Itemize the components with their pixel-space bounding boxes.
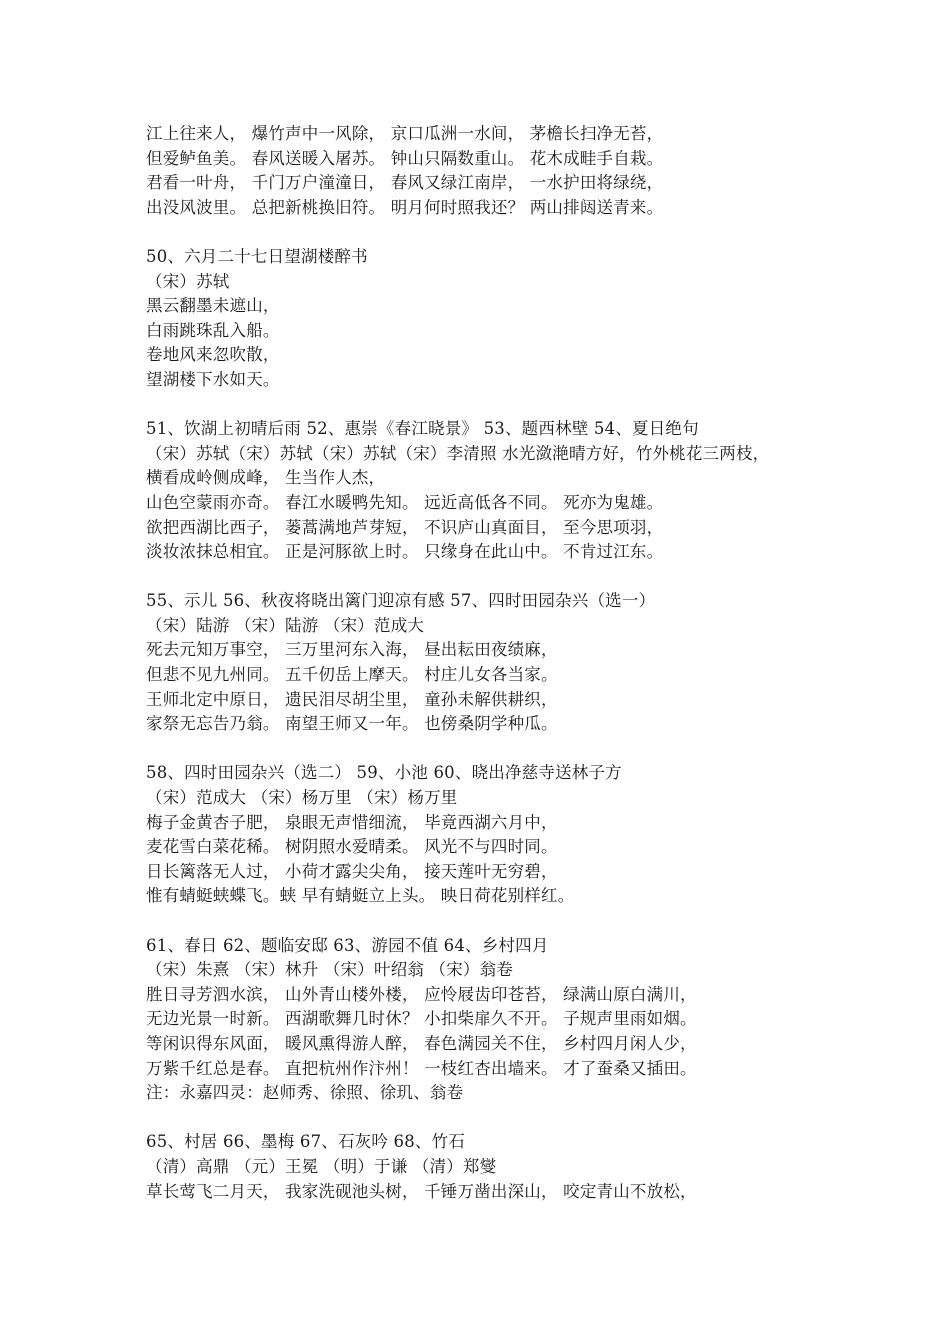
text-line: 横看成岭侧成峰， 生当作人杰，	[146, 468, 386, 488]
poem-block	[146, 761, 846, 909]
poem-block	[146, 1130, 846, 1204]
text-line: 惟有蜻蜓蛱蝶飞。蛱 早有蜻蜓立上头。 映日荷花别样红。	[146, 886, 575, 906]
text-line: 日长篱落无人过， 小荷才露尖尖角， 接天莲叶无穷碧，	[146, 861, 558, 881]
text-line: 白雨跳珠乱入船。	[146, 320, 280, 340]
paragraph-gap	[146, 1106, 846, 1131]
poem-title: 58、四时田园杂兴（选二） 59、小池 60、晓出净慈寺送林子方	[146, 763, 622, 783]
text-line: 但悲不见九州同。 五千仞岳上摩天。 村庄儿女各当家。	[146, 665, 558, 685]
text-line: 欲把西湖比西子， 蒌蒿满地芦芽短， 不识庐山真面目， 至今思项羽，	[146, 517, 664, 537]
text-line: 死去元知万事空， 三万里河东入海， 昼出耘田夜绩麻，	[146, 640, 558, 660]
text-line: 王师北定中原日， 遗民泪尽胡尘里， 童孙未解供耕织，	[146, 689, 558, 709]
text-line: 等闲识得东风面， 暖风熏得游人醉， 春色满园关不住， 乡村四月闲人少，	[146, 1033, 697, 1053]
poem-block	[146, 417, 846, 565]
text-line: 出没风波里。 总把新桃换旧符。 明月何时照我还？ 两山排闼送青来。	[146, 197, 664, 217]
poem-block	[146, 934, 846, 1106]
poem-title: 55、示儿 56、秋夜将晓出篱门迎凉有感 57、四时田园杂兴（选一）	[146, 591, 656, 611]
poem-text-body	[146, 122, 846, 1204]
poem-block	[146, 245, 846, 393]
poem-block	[146, 589, 846, 737]
text-line: 无边光景一时新。 西湖歌舞几时休？ 小扣柴扉久不开。 子规声里雨如烟。	[146, 1009, 697, 1029]
text-line: 卷地风来忽吹散，	[146, 345, 280, 365]
text-line: 黑云翻墨未遮山，	[146, 296, 280, 316]
poem-title: 61、春日 62、题临安邸 63、游园不值 64、乡村四月	[146, 935, 549, 955]
poem-author: （宋）朱熹 （宋）林升 （宋）叶绍翁 （宋）翁卷	[146, 960, 514, 980]
text-line: 望湖楼下水如天。	[146, 369, 280, 389]
poem-author: （宋）苏轼（宋）苏轼（宋）苏轼（宋）李清照 水光潋滟晴方好，竹外桃花三两枝，	[146, 443, 770, 463]
poem-author: （宋）陆游 （宋）陆游 （宋）范成大	[146, 615, 425, 635]
paragraph-gap	[146, 393, 846, 418]
poem-block	[146, 122, 846, 220]
text-line: 淡妆浓抹总相宜。 正是河豚欲上时。 只缘身在此山中。 不肯过江东。	[146, 542, 664, 562]
text-line: 江上往来人， 爆竹声中一风除， 京口瓜洲一水间， 茅檐长扫净无苔，	[146, 124, 664, 143]
text-line: 家祭无忘告乃翁。 南望王师又一年。 也傍桑阴学种瓜。	[146, 714, 558, 734]
poem-author: （清）高鼎 （元）王冕 （明）于谦 （清）郑燮	[146, 1156, 497, 1176]
text-line: 山色空蒙雨亦奇。 春江水暖鸭先知。 远近高低各不同。 死亦为鬼雄。	[146, 492, 664, 512]
text-line: 但爱鲈鱼美。 春风送暖入屠苏。 钟山只隔数重山。 花木成畦手自栽。	[146, 148, 664, 168]
paragraph-gap	[146, 220, 846, 245]
annotation-note: 注：永嘉四灵：赵师秀、徐照、徐玑、翁卷	[146, 1083, 464, 1103]
paragraph-gap	[146, 737, 846, 762]
paragraph-gap	[146, 565, 846, 590]
text-line: 万紫千红总是春。 直把杭州作汴州！ 一枝红杏出墙来。 才了蚕桑又插田。	[146, 1058, 697, 1078]
text-line: 麦花雪白菜花稀。 树阴照水爱晴柔。 风光不与四时同。	[146, 837, 558, 857]
poem-author: （宋）范成大 （宋）杨万里 （宋）杨万里	[146, 788, 458, 808]
poem-title: 50、六月二十七日望湖楼醉书	[146, 246, 368, 266]
text-line: 胜日寻芳泗水滨， 山外青山楼外楼， 应怜屐齿印苍苔， 绿满山原白满川，	[146, 984, 697, 1004]
text-line: 梅子金黄杏子肥， 泉眼无声惜细流， 毕竟西湖六月中，	[146, 812, 558, 832]
poem-author: （宋）苏轼	[146, 271, 230, 291]
text-line: 草长莺飞二月天， 我家洗砚池头树， 千锤万凿出深山， 咬定青山不放松，	[146, 1181, 697, 1201]
paragraph-gap	[146, 909, 846, 934]
poem-title: 51、饮湖上初晴后雨 52、惠崇《春江晓景》 53、题西林壁 54、夏日绝句	[146, 419, 699, 439]
poem-title: 65、村居 66、墨梅 67、石灰吟 68、竹石	[146, 1132, 466, 1152]
text-line: 君看一叶舟， 千门万户潼潼日， 春风又绿江南岸， 一水护田将绿绕，	[146, 173, 664, 193]
